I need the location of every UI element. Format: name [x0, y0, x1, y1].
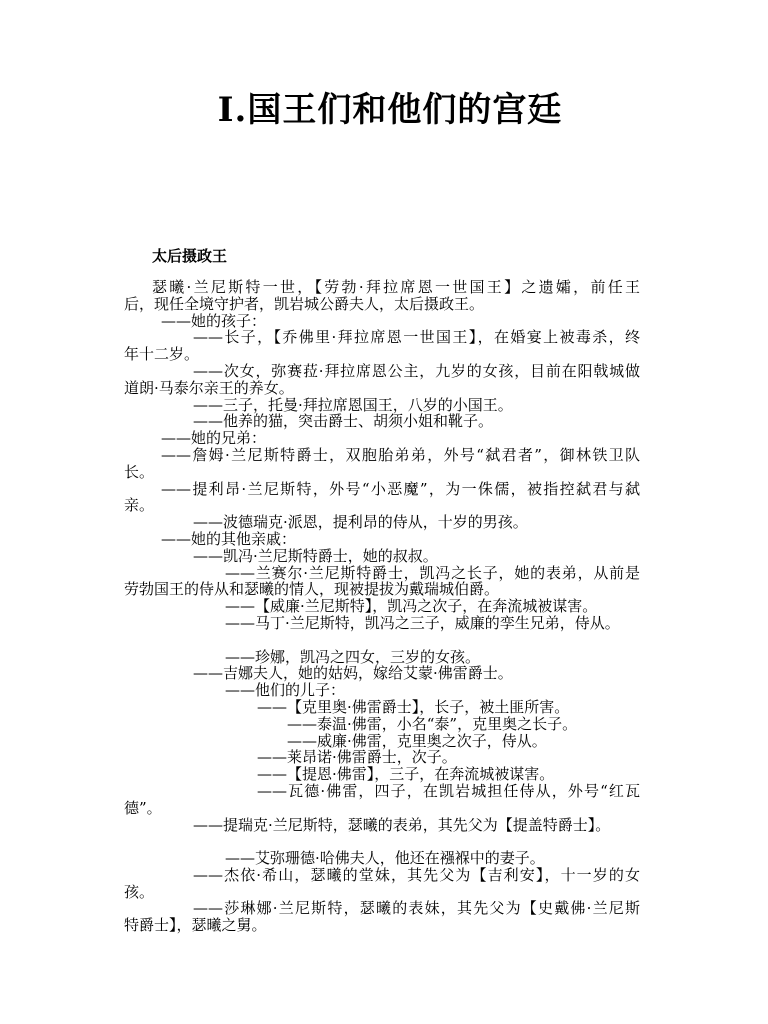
text-line: ——长子，【乔佛里·拜拉席恩一世国王】，在婚宴上被毒杀，终	[193, 328, 640, 347]
text-line: ——她的孩子：	[161, 311, 267, 330]
genealogy-entry	[124, 615, 640, 632]
genealogy-entry	[124, 665, 640, 682]
text-line: ——马丁·兰尼斯特，凯冯之三子，威廉的孪生兄弟，侍从。	[225, 613, 620, 632]
text-line: ——她的其他亲戚：	[161, 529, 297, 548]
text-line: 特爵士】，瑟曦之舅。	[124, 916, 267, 935]
text-line: ——他养的猫，突击爵士、胡须小姐和靴子。	[193, 412, 494, 431]
blank-line	[124, 833, 640, 850]
text-line: ——艾弥珊德·哈佛夫人，他还在襁褓中的妻子。	[225, 849, 545, 868]
text-line: ——提利昂·兰尼斯特，外号“小恶魔”，为一侏儒，被指控弑君与弑	[161, 479, 640, 498]
genealogy-entry	[124, 329, 640, 363]
text-line: 劳勃国王的侍从和瑟曦的情人，现被提拔为戴瑞城伯爵。	[124, 580, 500, 599]
text-line: 道朗·马泰尔亲王的养女。	[124, 378, 294, 397]
text-line: ——莎琳娜·兰尼斯特，瑟曦的表妹，其先父为【史戴佛·兰尼斯	[193, 899, 640, 918]
genealogy-entry	[124, 699, 640, 716]
genealogy-entry	[124, 749, 640, 766]
genealogy-entry	[124, 850, 640, 867]
genealogy-entry	[124, 481, 640, 515]
genealogy-entry	[124, 413, 640, 430]
page-title: Ⅰ.国王们和他们的宫廷	[217, 90, 563, 130]
text-line: 年十二岁。	[124, 345, 200, 364]
genealogy-entry	[124, 397, 640, 414]
genealogy-entry	[124, 900, 640, 934]
genealogy-entry	[124, 565, 640, 599]
genealogy-entry	[124, 548, 640, 565]
text-line: ——波德瑞克·派恩，提利昂的侍从，十岁的男孩。	[193, 513, 528, 532]
text-line: ——瓦德·佛雷，四子，在凯岩城担任侍从，外号“红瓦	[257, 781, 640, 800]
text-line: ——三子，托曼·拜拉席恩国王，八岁的小国王。	[193, 395, 513, 414]
text-line: ——他们的儿子：	[225, 681, 346, 700]
text-line: 长。	[124, 462, 155, 481]
text-line: ——泰温·佛雷，小名“泰”，克里奥之长子。	[287, 714, 578, 733]
genealogy-entry	[124, 649, 640, 666]
text-line: 亲。	[124, 496, 155, 515]
genealogy-entry	[124, 514, 640, 531]
text-line: 瑟曦·兰尼斯特一世，【劳勃·拜拉席恩一世国王】之遗孀，前任王	[152, 278, 640, 296]
genealogy-entry	[124, 783, 640, 817]
text-line: ——杰依·希山，瑟曦的堂妹，其先父为【吉利安】，十一岁的女	[193, 865, 640, 884]
genealogy-entry	[124, 447, 640, 481]
genealogy-list	[124, 279, 640, 934]
text-line: 后，现任全境守护者，凯岩城公爵夫人，太后摄政王。	[124, 294, 485, 313]
genealogy-entry	[124, 817, 640, 834]
text-line: ——凯冯·兰尼斯特爵士，她的叔叔。	[193, 546, 438, 565]
text-line: ——兰赛尔·兰尼斯特爵士，凯冯之长子，她的表弟，从前是	[225, 563, 640, 582]
text-line: ——吉娜夫人，她的姑妈，嫁给艾蒙·佛雷爵士。	[193, 664, 513, 683]
text-line: 德”。	[124, 798, 162, 817]
genealogy-entry	[124, 279, 640, 313]
genealogy-entry	[124, 867, 640, 901]
text-line: ——詹姆·兰尼斯特爵士，双胞胎弟弟，外号“弑君者”，御林铁卫队	[161, 445, 640, 464]
genealogy-entry	[124, 766, 640, 783]
text-line: ——次女，弥赛菈·拜拉席恩公主，九岁的女孩，目前在阳戟城做	[193, 361, 640, 380]
genealogy-entry	[124, 313, 640, 330]
text-line: ——珍娜，凯冯之四女，三岁的女孩。	[225, 647, 481, 666]
text-line: ——威廉·佛雷，克里奥之次子，侍从。	[287, 731, 547, 750]
text-line: ——【威廉·兰尼斯特】，凯冯之次子，在奔流城被谋害。	[225, 597, 598, 616]
genealogy-entry	[124, 716, 640, 733]
text-line: ——莱昂诺·佛雷爵士，次子。	[257, 748, 457, 767]
genealogy-entry	[124, 733, 640, 750]
genealogy-entry	[124, 363, 640, 397]
text-line: ——【提恩·佛雷】，三子，在奔流城被谋害。	[257, 765, 555, 784]
blank-line	[124, 632, 640, 649]
section-heading: 太后摄政王	[152, 247, 228, 265]
genealogy-entry	[124, 682, 640, 699]
text-line: ——【克里奥·佛雷爵士】，长子，被土匪所害。	[257, 697, 570, 716]
text-line: ——提瑞克·兰尼斯特，瑟曦的表弟，其先父为【提盖特爵士】。	[193, 815, 611, 834]
genealogy-entry	[124, 598, 640, 615]
text-line: ——她的兄弟：	[161, 429, 267, 448]
text-line: 孩。	[124, 882, 155, 901]
genealogy-entry	[124, 531, 640, 548]
genealogy-entry	[124, 430, 640, 447]
